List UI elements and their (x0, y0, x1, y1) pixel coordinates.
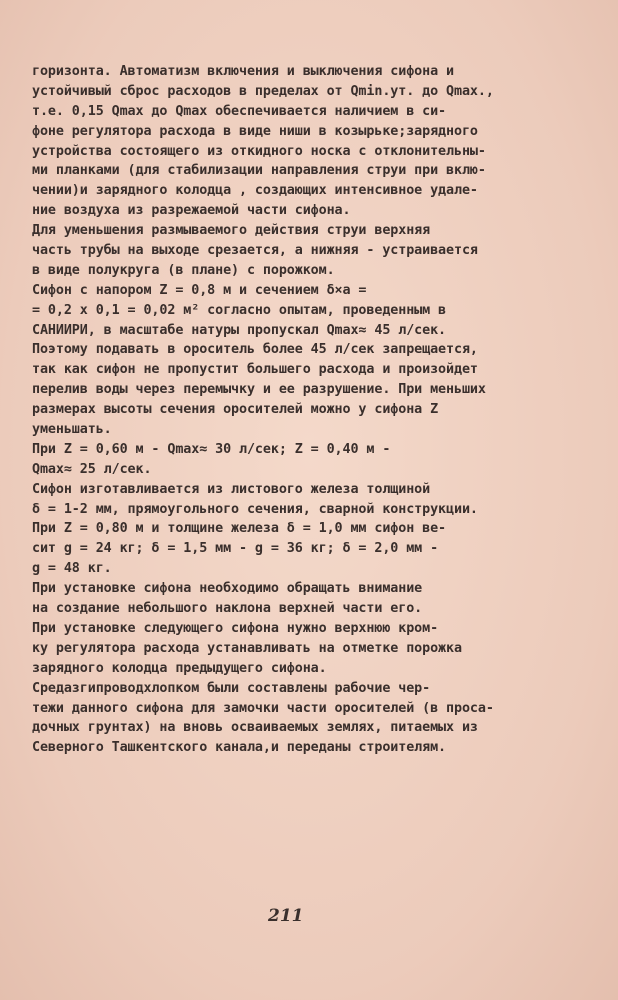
text-line: на создание небольшого наклона верхней части его. (32, 601, 423, 617)
text-line: так как сифон не пропустит большего расхода и произойдет (32, 362, 478, 378)
text-line: тежи данного сифона для замочки части оросителей (в проса- (32, 700, 494, 716)
text-line: δ = 1-2 мм, прямоугольного сечения, сварной конструкции. (32, 501, 478, 517)
text-line: При Z = 0,60 м - Qmax≈ 30 л/сек; Z = 0,40 м - (32, 441, 391, 457)
text-line: зарядного колодца предыдущего сифона. (32, 660, 327, 676)
text-line: сит g = 24 кг; δ = 1,5 мм - g = 36 кг; δ = 2,0 мм - (32, 541, 439, 557)
body-text (32, 62, 496, 758)
text-line: фоне регулятора расхода в виде ниши в козырьке;зарядного (32, 123, 478, 139)
text-line: САНИИРИ, в масштабе натуры пропускал Qmax≈ 45 л/сек. (32, 322, 447, 338)
text-line: Средазгипроводхлопком были составлены рабочие чер- (32, 680, 431, 696)
text-line: чении)и зарядного колодца , создающих интенсивное удале- (32, 183, 478, 199)
text-line: = 0,2 x 0,1 = 0,02 м² согласно опытам, проведенным в (32, 302, 447, 318)
text-line: При установке следующего сифона нужно верхнюю кром- (32, 620, 439, 636)
text-line: Поэтому подавать в ороситель более 45 л/сек запрещается, (32, 342, 478, 358)
text-line: Сифон изготавливается из листового железа толщиной (32, 481, 431, 497)
text-line: дочных грунтах) на вновь осваиваемых землях, питаемых из (32, 720, 478, 736)
text-line: При установке сифона необходимо обращать внимание (32, 581, 423, 597)
text-line: уменьшать. (32, 422, 112, 438)
text-line: g = 48 кг. (32, 561, 112, 577)
text-line: Для уменьшения размываемого действия струи верхняя (32, 223, 431, 239)
text-line: ми планками (для стабилизации направления струи при вклю- (32, 163, 486, 179)
text-line: Сифон с напором Z = 0,8 м и сечением δ×a = (32, 282, 367, 298)
text-line: т.е. 0,15 Qmax до Qmax обеспечивается наличием в си- (32, 103, 447, 119)
text-line: горизонта. Автоматизм включения и выключения сифона и (32, 64, 454, 79)
page-number: 211 (268, 906, 304, 926)
text-line: Qmax≈ 25 л/сек. (32, 461, 152, 477)
text-line: ку регулятора расхода устанавливать на отметке порожка (32, 640, 462, 656)
text-line: При Z = 0,80 м и толщине железа δ = 1,0 мм сифон ве- (32, 521, 447, 537)
text-line: устройства состоящего из откидного носка с отклонительны- (32, 143, 486, 159)
text-line: размерах высоты сечения оросителей можно у сифона Z (32, 402, 439, 418)
text-line: ние воздуха из разрежаемой части сифона. (32, 203, 351, 219)
text-line: Северного Ташкентского канала,и переданы строителям. (32, 740, 447, 756)
text-line: перелив воды через перемычку и ее разрушение. При меньших (32, 382, 486, 398)
text-line: часть трубы на выходе срезается, а нижняя - устраивается (32, 243, 478, 259)
text-line: в виде полукруга (в плане) с порожком. (32, 262, 335, 278)
text-line: устойчивый сброс расходов в пределах от Qmin.ут. до Qmax., (32, 83, 494, 99)
